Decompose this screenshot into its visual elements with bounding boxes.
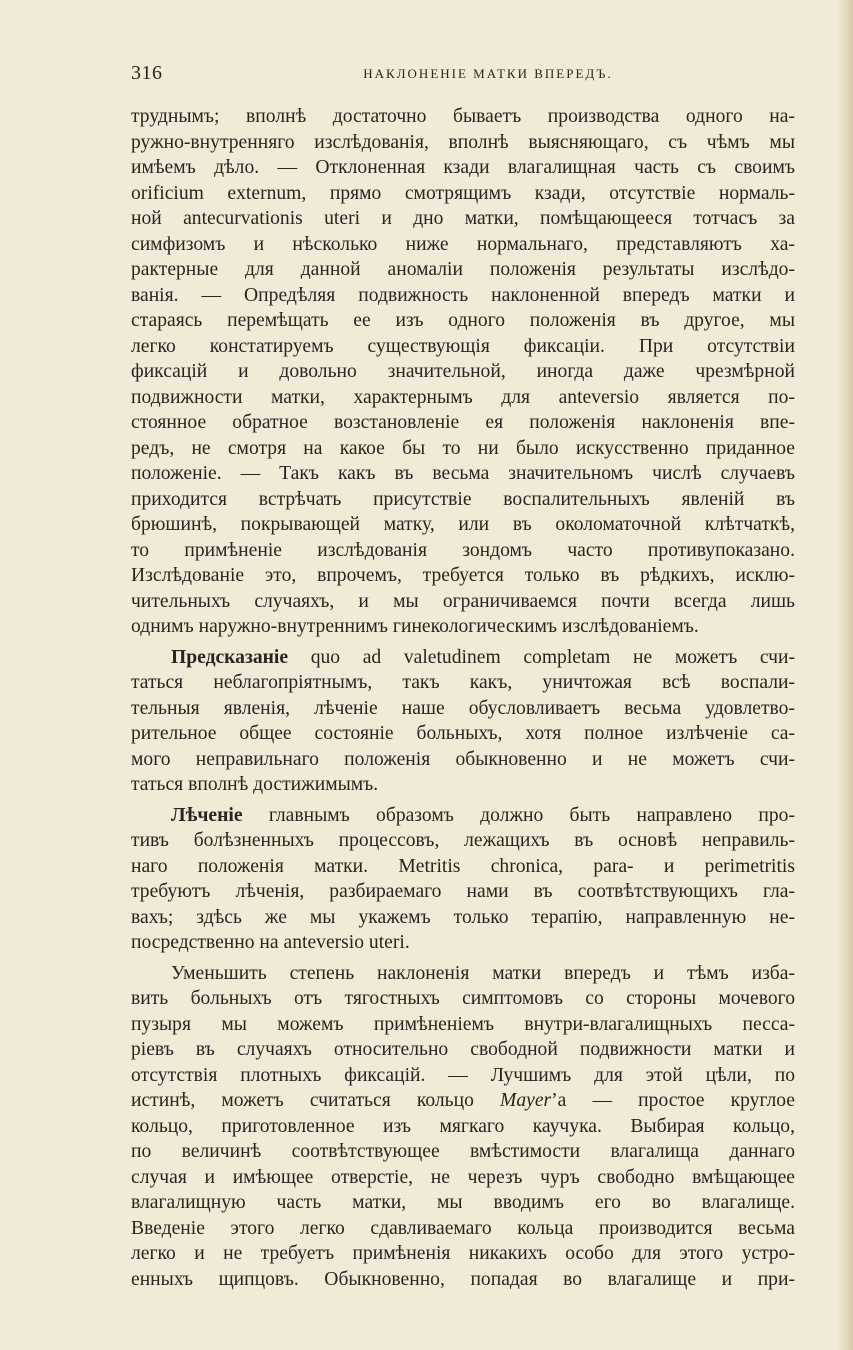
text-line: приходится встрѣчать присутствіе воспалительныхъ явленій въ — [131, 488, 795, 510]
text-line: тельныя явленія, лѣченіе наше обусловливаетъ весьма удовлетво- — [131, 697, 795, 719]
text-line — [131, 803, 795, 829]
text-line: посредственно на anteversio uteri. — [131, 932, 410, 953]
body-text — [131, 104, 795, 1292]
text-line: енныхъ щипцовъ. Обыкновенно, попадая во влагалище и при- — [131, 1268, 795, 1290]
text-line: кольцо, приготовленное изъ мягкаго каучука. Выбирая кольцо, — [131, 1115, 795, 1137]
paragraph-pessary — [131, 961, 795, 1293]
text-line: вить больныхъ отъ тягостныхъ симптомовъ со стороны мочевого — [131, 988, 795, 1009]
text-line: легко и не требуетъ примѣненія никакихъ особо для этого устро- — [131, 1243, 795, 1264]
text-line: однимъ наружно-внутреннимъ гинекологическимъ изслѣдованіемъ. — [131, 616, 699, 637]
page-number: 316 — [131, 62, 163, 84]
text-line: ной anteсurvationis uteri и дно матки, помѣщающееся тотчасъ за — [131, 208, 795, 229]
line-text: истинѣ, можетъ считаться кольцо — [131, 1090, 500, 1111]
line-text: ’а — простое круглое — [551, 1090, 796, 1111]
text-line: мого неправильнаго положенія обыкновенно и не можетъ счи- — [131, 748, 795, 770]
treatment-heading: Лѣченіе — [171, 804, 243, 826]
text-line: чительныхъ случаяхъ, и мы ограничиваемся почти всегда лишь — [131, 590, 795, 612]
text-line: требуютъ лѣченія, разбираемаго нами въ соотвѣтствующихъ гла- — [131, 881, 795, 902]
text-line: ванія. — Опредѣляя подвижность наклоненной впередъ матки и — [131, 284, 795, 306]
text-line: имѣемъ дѣло. — Отклоненная кзади влагалищная часть съ своимъ — [131, 157, 795, 178]
text-line: Введеніе этого легко сдавливаемаго кольца производится весьма — [131, 1217, 795, 1239]
line-text: главнымъ образомъ должно быть направлено про- — [242, 804, 795, 826]
text-line: случая и имѣющее отверстіе, не черезъ чуръ свободно вмѣщающее — [131, 1166, 795, 1188]
text-line: рительное общее состояніе больныхъ, хотя полное излѣченіе са- — [131, 723, 795, 744]
text-line: наго положенія матки. Metritis chronica, para- и perimetritis — [131, 855, 795, 877]
text-line: ружно-внутренняго изслѣдованія, вполнѣ выясняющаго, съ чѣмъ мы — [131, 131, 795, 153]
paragraph-diagnosis — [131, 104, 795, 640]
page-header — [131, 62, 795, 88]
line-text: quo ad valetudinem completam не можетъ счи- — [288, 646, 795, 668]
text-line: стараясь перемѣщать ее изъ одного положенія въ другое, мы — [131, 310, 795, 331]
text-line: Уменьшить степень наклоненія матки впередъ и тѣмъ изба- — [171, 962, 795, 984]
text-line: подвижности матки, характернымъ для anteversio является по- — [131, 386, 795, 408]
text-line: таться вполнѣ достижимымъ. — [131, 774, 379, 795]
text-line: симфизомъ и нѣсколько ниже нормальнаго, представляютъ ха- — [131, 233, 795, 255]
author-name: Mayer — [500, 1090, 552, 1111]
text-line: то примѣненіе изслѣдованія зондомъ часто противупоказано. — [131, 539, 795, 561]
text-line: стоянное обратное возстановленіе ея положенія наклоненія впе- — [131, 412, 795, 433]
paragraph-prognosis — [131, 645, 795, 798]
prognosis-heading: Предсказаніе — [171, 646, 289, 668]
text-line: отсутствія плотныхъ фиксацій. — Лучшимъ для этой цѣли, по — [131, 1064, 795, 1086]
text-line: фиксацій и довольно значительной, иногда даже чрезмѣрной — [131, 361, 795, 382]
text-line: легко констатируемъ существующія фиксаціи. При отсутствіи — [131, 335, 795, 357]
text-line: ріевъ въ случаяхъ относительно свободной подвижности матки и — [131, 1039, 795, 1060]
text-line — [131, 645, 795, 671]
running-title: НАКЛОНЕНІЕ МАТКИ ВПЕРЕДЪ. — [363, 66, 613, 81]
text-line: пузыря мы можемъ примѣненіемъ внутри-влагалищныхъ песса- — [131, 1013, 795, 1035]
text-line: труднымъ; вполнѣ достаточно бываетъ производства одного на- — [131, 106, 795, 127]
text-line: влагалищную часть матки, мы вводимъ его во влагалище. — [131, 1192, 795, 1213]
text-line: брюшинѣ, покрывающей матку, или въ околоматочной клѣтчаткѣ, — [131, 514, 795, 535]
text-line: вахъ; здѣсь же мы укажемъ только терапію, направленную не- — [131, 906, 795, 928]
text-line: Изслѣдованіе это, впрочемъ, требуется только въ рѣдкихъ, исклю- — [131, 565, 795, 586]
text-line: положеніе. — Такъ какъ въ весьма значительномъ числѣ случаевъ — [131, 463, 795, 484]
text-line: редъ, не смотря на какое бы то ни было искусственно приданное — [131, 437, 795, 459]
text-line: таться неблагопріятнымъ, такъ какъ, уничтожая всѣ воспали- — [131, 672, 795, 693]
page-edge — [839, 0, 853, 1350]
text-line — [131, 1088, 795, 1114]
text-line: orificium externum, прямо смотрящимъ кзади, отсутствіе нормаль- — [131, 182, 795, 204]
text-line: рактерные для данной аномаліи положенія результаты изслѣдо- — [131, 259, 795, 280]
text-line: тивъ болѣзненныхъ процессовъ, лежащихъ въ основѣ неправиль- — [131, 830, 795, 851]
text-line: по величинѣ соотвѣтствующее вмѣстимости влагалища даннаго — [131, 1141, 795, 1162]
paragraph-treatment — [131, 803, 795, 956]
